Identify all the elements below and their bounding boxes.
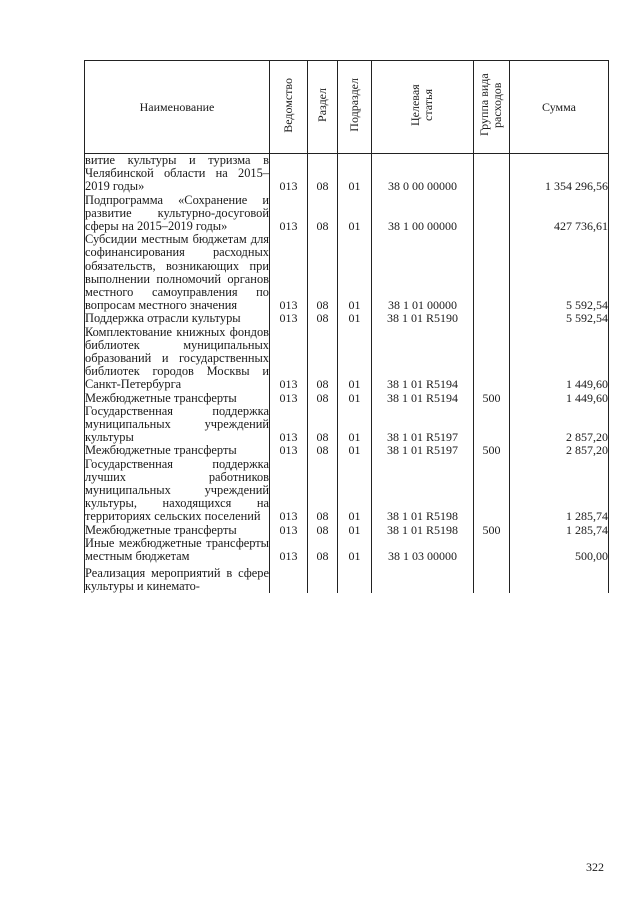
- row-sum: 5 592,54: [510, 312, 609, 325]
- row-section: 08: [308, 444, 338, 457]
- row-subsection: 01: [338, 458, 372, 524]
- row-dept: [270, 563, 308, 593]
- row-subsection: 01: [338, 537, 372, 563]
- row-target: 38 1 01 R5194: [372, 392, 474, 405]
- row-target: 38 1 01 R5198: [372, 524, 474, 537]
- table-row: [85, 537, 609, 563]
- table-row: [85, 444, 609, 457]
- row-section: 08: [308, 392, 338, 405]
- row-target: 38 1 01 R5197: [372, 405, 474, 445]
- row-sum: 1 285,74: [510, 524, 609, 537]
- row-subsection: 01: [338, 154, 372, 194]
- table-row: [85, 458, 609, 524]
- row-dept: 013: [270, 233, 308, 312]
- row-sum: 1 354 296,56: [510, 154, 609, 194]
- row-group: [474, 312, 510, 325]
- row-group: 500: [474, 524, 510, 537]
- header-group: Группа вида расходов: [474, 61, 510, 154]
- row-group: [474, 194, 510, 234]
- row-name: Межбюджетные трансферты: [85, 524, 270, 537]
- row-group: [474, 326, 510, 392]
- row-sum: 1 285,74: [510, 458, 609, 524]
- table-row: [85, 154, 609, 194]
- row-group: [474, 405, 510, 445]
- row-name: Государственная поддержка муниципальных учреждений культуры: [85, 403, 269, 445]
- row-name: витие культуры и туризма в Челябинской области на 2015–2019 годы»: [85, 153, 269, 194]
- row-dept: 013: [270, 444, 308, 457]
- row-target: 38 1 01 R5198: [372, 458, 474, 524]
- header-subsection: Подраздел: [338, 61, 372, 154]
- row-name: Межбюджетные трансферты: [85, 444, 270, 457]
- table-row: [85, 326, 609, 392]
- row-group: [474, 537, 510, 563]
- row-sum: 2 857,20: [510, 444, 609, 457]
- budget-table: [84, 60, 609, 593]
- table-row: [85, 405, 609, 445]
- header-sum: Сумма: [510, 61, 609, 154]
- row-name: Межбюджетные трансферты: [85, 392, 270, 405]
- row-name: Субсидии местным бюджетам для софинансирования расходных обязательств, возникающих при выполнении полномочий органов местного самоуправления по вопросам местного значения: [85, 232, 269, 313]
- row-target: 38 1 01 00000: [372, 233, 474, 312]
- row-subsection: 01: [338, 405, 372, 445]
- row-name: Комплектование книжных фондов библиотек муниципальных образований и государственных библиотек городов Москвы и Санкт-Петербурга: [85, 324, 269, 392]
- row-target: 38 1 01 R5194: [372, 326, 474, 392]
- row-sum: 427 736,61: [510, 194, 609, 234]
- row-group: 500: [474, 444, 510, 457]
- row-dept: 013: [270, 537, 308, 563]
- row-section: 08: [308, 326, 338, 392]
- row-name: Государственная поддержка лучших работников муниципальных учреждений культуры, находящихся на территориях сельских поселений: [85, 456, 269, 524]
- row-dept: 013: [270, 154, 308, 194]
- row-target: [372, 563, 474, 593]
- row-group: 500: [474, 392, 510, 405]
- row-subsection: 01: [338, 312, 372, 325]
- table-header-row: [85, 61, 609, 154]
- header-target: Целевая статья: [372, 61, 474, 154]
- row-dept: 013: [270, 326, 308, 392]
- row-subsection: 01: [338, 524, 372, 537]
- row-section: 08: [308, 458, 338, 524]
- row-dept: 013: [270, 458, 308, 524]
- row-sum: 1 449,60: [510, 326, 609, 392]
- header-dept: Ведомство: [270, 61, 308, 154]
- row-section: 08: [308, 194, 338, 234]
- row-subsection: 01: [338, 392, 372, 405]
- row-sum: 5 592,54: [510, 233, 609, 312]
- row-name: Подпрограмма «Сохранение и развитие культурно-досуговой сферы на 2015–2019 годы»: [85, 192, 269, 234]
- table-row: [85, 312, 609, 325]
- row-subsection: [338, 563, 372, 593]
- row-dept: 013: [270, 392, 308, 405]
- row-section: 08: [308, 312, 338, 325]
- row-target: 38 1 00 00000: [372, 194, 474, 234]
- row-target: 38 1 03 00000: [372, 537, 474, 563]
- table-row: [85, 194, 609, 234]
- row-target: 38 1 01 R5197: [372, 444, 474, 457]
- row-section: [308, 563, 338, 593]
- row-name: Реализация мероприятий в сфере культуры и кинемато-: [85, 563, 270, 593]
- header-section: Раздел: [308, 61, 338, 154]
- row-section: 08: [308, 537, 338, 563]
- row-sum: 2 857,20: [510, 405, 609, 445]
- row-name: Иные межбюджетные трансферты местным бюджетам: [85, 535, 269, 564]
- row-subsection: 01: [338, 326, 372, 392]
- row-section: 08: [308, 233, 338, 312]
- row-group: [474, 154, 510, 194]
- row-subsection: 01: [338, 444, 372, 457]
- row-group: [474, 458, 510, 524]
- page-number: 322: [586, 860, 604, 874]
- table-row: [85, 392, 609, 405]
- row-target: 38 1 01 R5190: [372, 312, 474, 325]
- row-section: 08: [308, 154, 338, 194]
- row-dept: 013: [270, 312, 308, 325]
- table-row: [85, 233, 609, 312]
- header-name: Наименование: [85, 61, 270, 154]
- table-row: [85, 524, 609, 537]
- row-group: [474, 233, 510, 312]
- row-target: 38 0 00 00000: [372, 154, 474, 194]
- row-sum: 1 449,60: [510, 392, 609, 405]
- row-section: 08: [308, 524, 338, 537]
- row-sum: 500,00: [510, 537, 609, 563]
- row-group: [474, 563, 510, 593]
- row-subsection: 01: [338, 233, 372, 312]
- row-sum: [510, 563, 609, 593]
- row-dept: 013: [270, 405, 308, 445]
- table-row: [85, 563, 609, 593]
- row-name: Поддержка отрасли культуры: [85, 312, 270, 325]
- row-subsection: 01: [338, 194, 372, 234]
- row-section: 08: [308, 405, 338, 445]
- row-dept: 013: [270, 194, 308, 234]
- row-dept: 013: [270, 524, 308, 537]
